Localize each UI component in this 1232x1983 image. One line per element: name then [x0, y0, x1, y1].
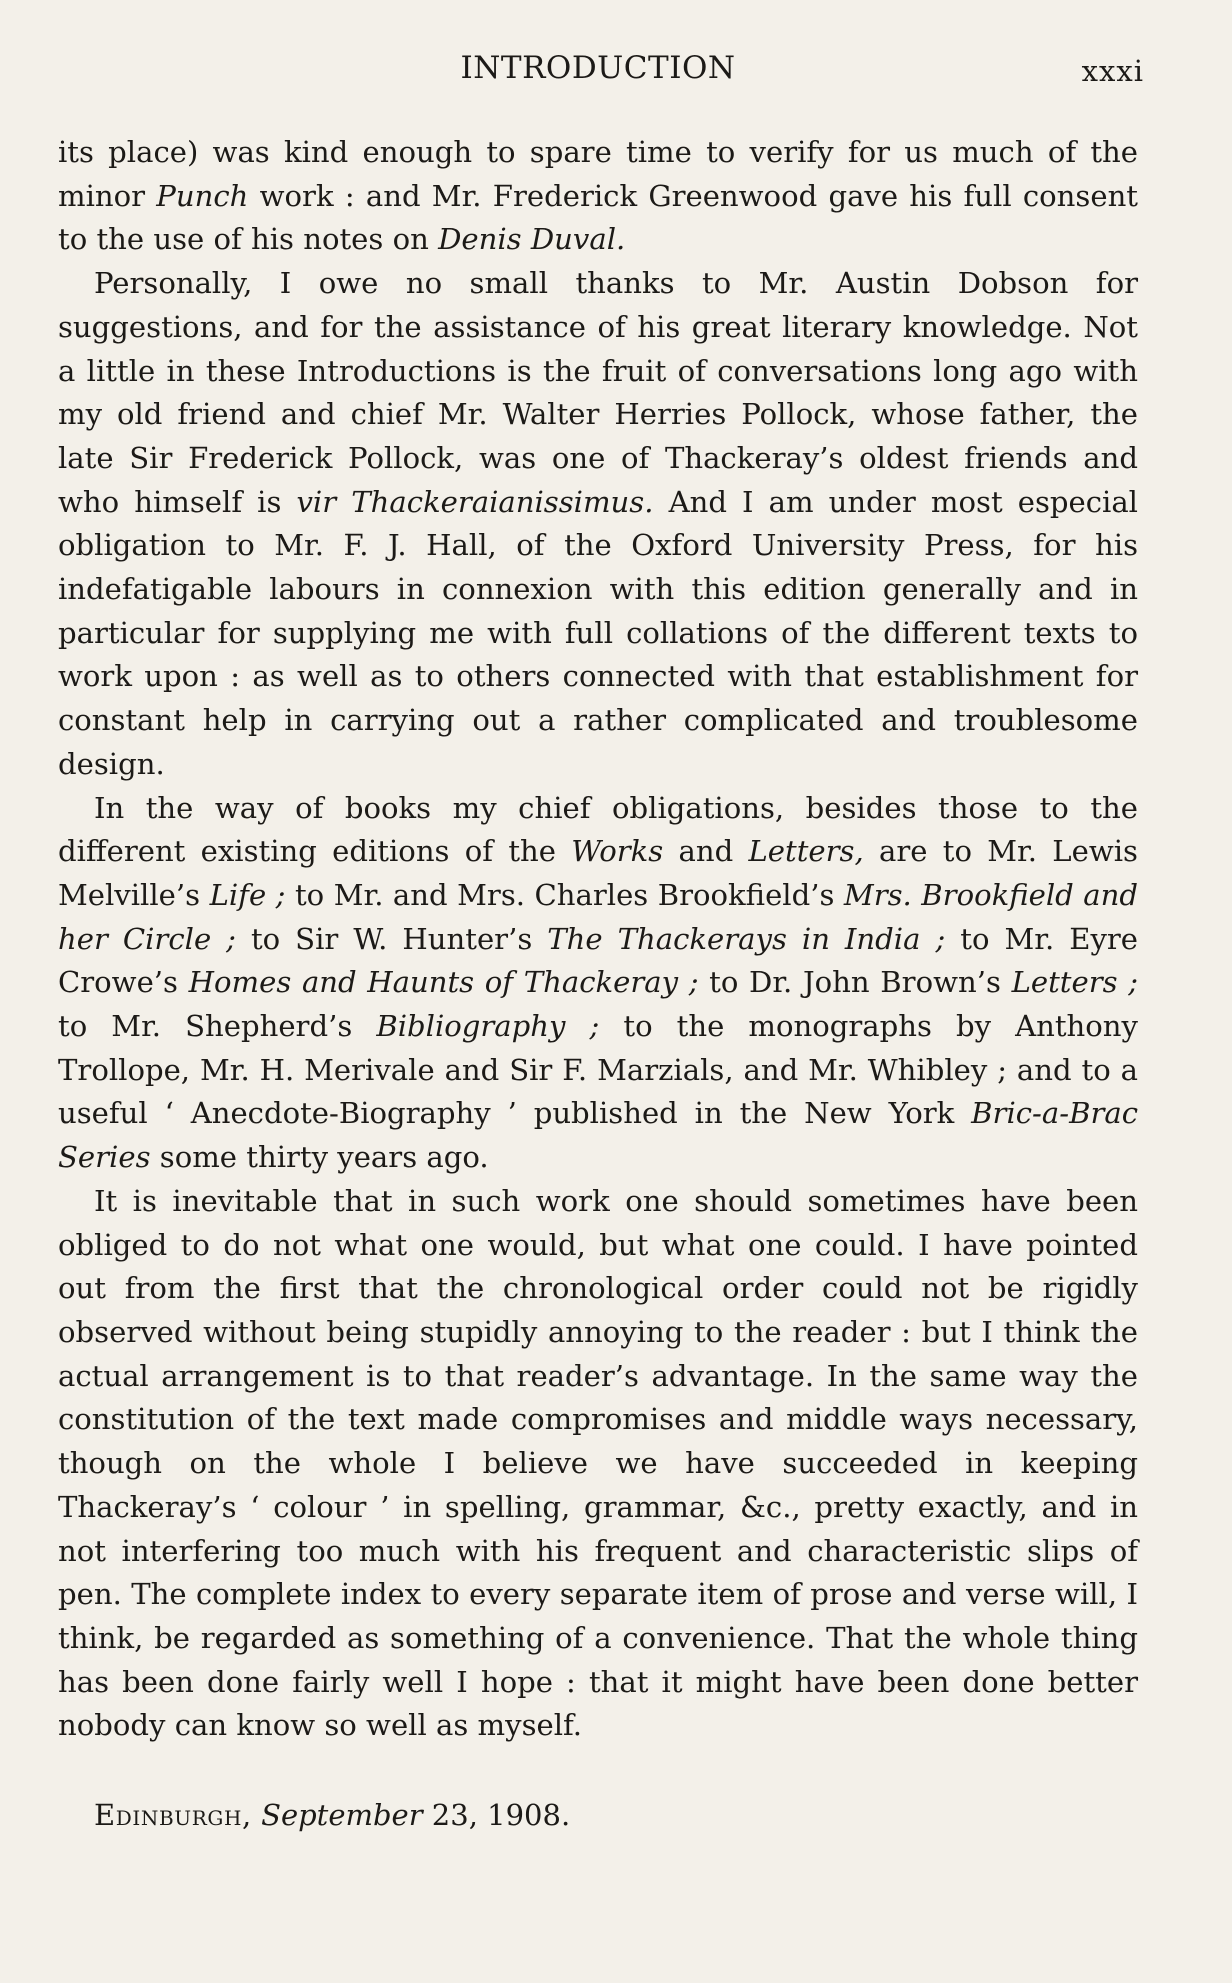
text-span: to Mr. Eyre Crowe’s: [58, 921, 1139, 1000]
text-span: It is inevitable that in such work one should sometimes have been obliged to do not what one would, but what one could. I have pointed out from the first that the chronological order could not be rigidly observed without being stupidly annoying to the reader : but I think the actual arrangement is to that reader’s advantage. In the same way the constitution of the text made compromises and middle ways necessary, though on the whole I believe we have succeeded in keeping Thackeray’s ‘ colour ’ in spelling, grammar, &c., pretty exactly, and in not interfering too much with his frequent and characteristic slips of pen. The complete index to every separate item of prose and verse will, I think, be regarded as something of a convenience. That the whole thing has been done fairly well I hope : that it might have been done better nobody can know so well as myself.: [58, 1183, 1138, 1743]
signoff-date: 23, 1908.: [431, 1798, 571, 1833]
italic-title: Letters,: [748, 834, 864, 869]
text-span: to the monographs by Anthony Trollope, Mr. H. Merivale and Sir F. Marzials, and Mr. Whibley ; and to a useful ‘ Anecdote-Biography ’ published in the New York: [58, 1009, 1138, 1131]
italic-title: Bibliography ;: [376, 1009, 600, 1044]
text-span: Personally, I owe no small thanks to Mr. Austin Dobson for suggestions, and for the assistance of his great literary knowledge. Not a little in these Introductions is the fruit of conversations long ago with my old friend and chief Mr. Walter Herries Pollock, whose father, the late Sir Frederick Pollock, was one of Thackeray’s oldest friends and who himself is: [58, 266, 1138, 519]
text-span: are to Mr. Lewis Melville’s: [58, 834, 1138, 912]
text-span: In the way of books my chief obligations, besides those to the different existing editions of the: [58, 790, 1138, 869]
running-head: [58, 50, 1144, 98]
italic-title: Bric-a-Brac Series: [58, 1096, 1138, 1175]
text-span: work : and Mr. Frederick Greenwood gave his full consent to the use of his notes on: [58, 178, 1138, 257]
signoff-line: [94, 1798, 1138, 1832]
text-span: some thirty years ago.: [150, 1140, 489, 1175]
italic-title: Homes and Haunts of Thackeray ;: [188, 965, 699, 1000]
text-span: to Mr. Shepherd’s: [58, 1009, 377, 1044]
italic-title: Mrs. Brookfield and her Circle ;: [58, 877, 1138, 956]
paragraph-acknowledgements-cont: [58, 131, 1138, 262]
text-span: its place) was kind enough to spare time to verify for us much of the minor: [58, 135, 1138, 213]
italic-title: Denis Duval.: [438, 222, 626, 257]
signoff-month: September: [261, 1798, 423, 1833]
italic-phrase: vir Thackeraianissimus.: [296, 484, 654, 519]
body-text: [58, 131, 1138, 1748]
text-span: to Dr. John Brown’s: [698, 965, 1012, 1000]
text-span: and: [663, 834, 749, 869]
italic-title: Works: [571, 834, 664, 869]
paragraph-personal-thanks: [58, 262, 1138, 786]
italic-title: Punch: [156, 178, 249, 213]
text-span: to Sir W. Hunter’s: [235, 921, 548, 956]
book-page: [58, 50, 1144, 1833]
italic-title: The Thackerays in India ;: [547, 921, 946, 956]
paragraph-book-obligations: [58, 787, 1138, 1180]
text-span: to Mr. and Mrs. Charles Brookfield’s: [285, 877, 844, 912]
text-span: And I am under most especial obligation to Mr. F. J. Hall, of the Oxford University Press, for his indefatigable labours in connexion with this edition generally and in particular for supplying me with full collations of the different texts to work upon : as well as to others connected with that establishment for constant help in carrying out a rather complicated and troublesome design.: [58, 484, 1138, 781]
page-number: xxxi: [1081, 54, 1144, 88]
italic-title: Letters ;: [1011, 965, 1138, 1000]
paragraph-closing: [58, 1180, 1138, 1748]
italic-title: Life ;: [209, 877, 286, 912]
running-title: INTRODUCTION: [460, 50, 736, 86]
signoff-place: Edinburgh,: [94, 1798, 252, 1833]
